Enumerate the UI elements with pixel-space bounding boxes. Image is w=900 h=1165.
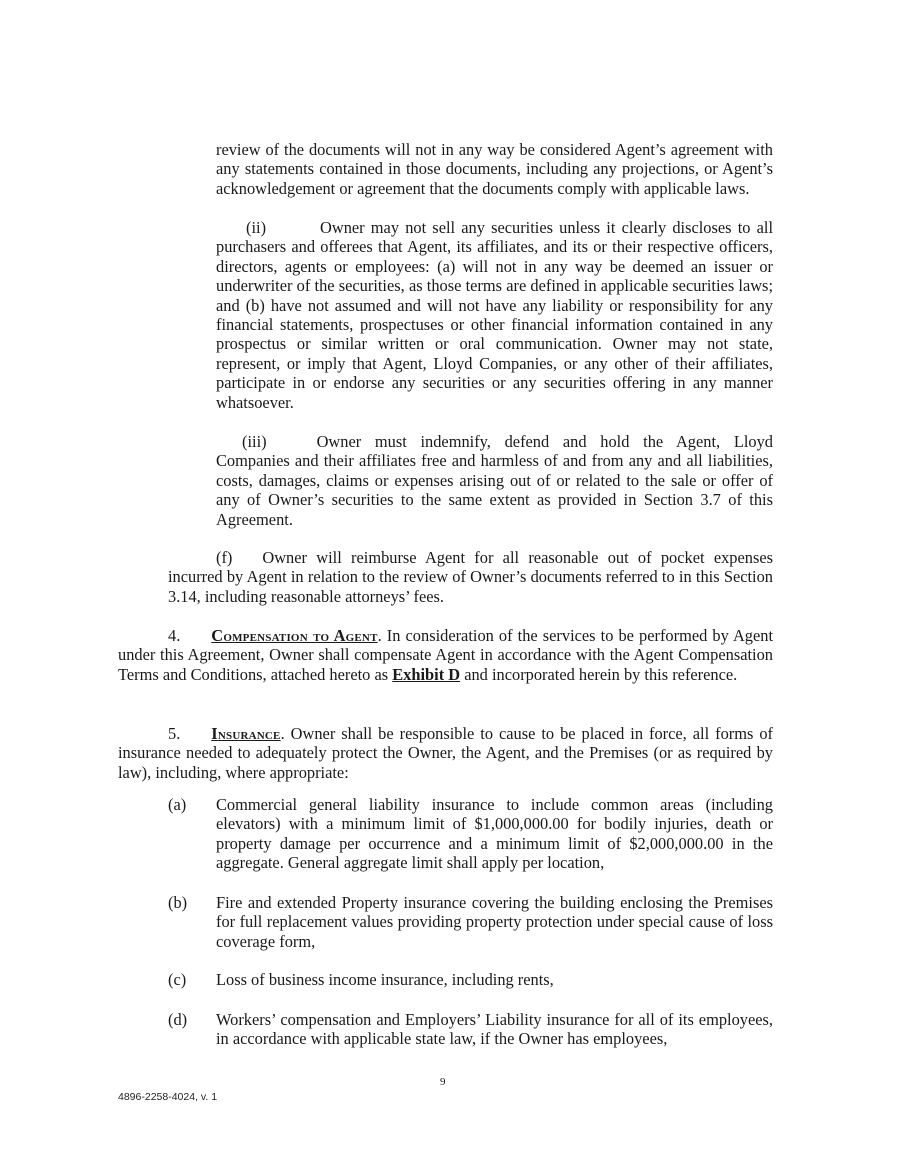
section-5-text: . Owner shall be responsible to cause to be placed in force, all forms of insurance needed to adequately protect the Owner, the Agent, and the Premises (or as required by law), including, where appropriate: xyxy=(118,724,773,782)
section-4-number: 4. xyxy=(168,626,181,645)
document-id: 4896-2258-4024, v. 1 xyxy=(118,1091,218,1103)
insurance-item-d-label: (d) xyxy=(168,1010,188,1029)
section-4-heading: Compensation to Agent xyxy=(211,626,378,645)
clause-iii xyxy=(216,432,773,529)
section-4 xyxy=(118,626,773,684)
exhibit-d-reference: Exhibit D xyxy=(392,664,461,684)
section-5-heading: Insurance xyxy=(211,724,281,743)
clause-iii-label: (iii) xyxy=(242,432,267,451)
clause-f xyxy=(168,548,773,606)
insurance-item-d: Workers’ compensation and Employers’ Liability insurance for all of its employees, in accordance with applicable state law, if the Owner has employees, xyxy=(216,1010,773,1049)
insurance-item-b-label: (b) xyxy=(168,893,188,912)
section-4-text: . In consideration of the services to be performed by Agent under this Agreement, Owner shall compensate Agent in accordance with the Agent Compensation Terms and Conditions, attached hereto as xyxy=(118,626,773,684)
clause-iii-text: Owner must indemnify, defend and hold the Agent, Lloyd Companies and their affiliates free and harmless of and from any and all liabilities, costs, damages, claims or expenses arising out of or related to the sale or offer of any of Owner’s securities to the same extent as provided in Section 3.7 of this Agreement. xyxy=(216,432,773,529)
insurance-item-c: Loss of business income insurance, including rents, xyxy=(216,970,554,989)
clause-f-text: Owner will reimburse Agent for all reasonable out of pocket expenses incurred by Agent in relation to the review of Owner’s documents referred to in this Section 3.14, including reasonable attorneys’ fees. xyxy=(168,548,773,606)
section-5 xyxy=(118,724,773,782)
section-4-text-end: and incorporated herein by this reference. xyxy=(460,664,738,684)
page-number: 9 xyxy=(440,1076,446,1088)
clause-f-label: (f) xyxy=(216,548,233,567)
insurance-item-a: Commercial general liability insurance to include common areas (including elevators) with a minimum limit of $1,000,000.00 for bodily injuries, death or property damage per occurrence and a minimum limit of $2,000,000.00 in the aggregate. General aggregate limit shall apply per location, xyxy=(216,795,773,873)
continuation-paragraph: review of the documents will not in any way be considered Agent’s agreement with any statements contained in those documents, including any projections, or Agent’s acknowledgement or agreement that the documents comply with applicable laws. xyxy=(216,140,773,198)
insurance-item-a-label: (a) xyxy=(168,795,187,814)
clause-ii xyxy=(216,218,773,412)
insurance-item-b: Fire and extended Property insurance covering the building enclosing the Premises for full replacement values providing property protection under special cause of loss coverage form, xyxy=(216,893,773,951)
section-5-number: 5. xyxy=(168,724,181,743)
clause-ii-text: Owner may not sell any securities unless it clearly discloses to all purchasers and offerees that Agent, its affiliates, and its or their respective officers, directors, agents or employees: (a) will not in any way be deemed an issuer or underwriter of the securities, as those terms are defined in applicable securities laws; and (b) have not assumed and will not have any liability or responsibility for any financial statements, prospectuses or other financial information contained in any prospectus or similar written or oral communication. Owner may not state, represent, or imply that Agent, Lloyd Companies, or any other of their affiliates, participate in or endorse any securities or any securities offering in any manner whatsoever. xyxy=(216,218,773,412)
insurance-item-c-label: (c) xyxy=(168,970,187,989)
clause-ii-label: (ii) xyxy=(246,218,267,237)
